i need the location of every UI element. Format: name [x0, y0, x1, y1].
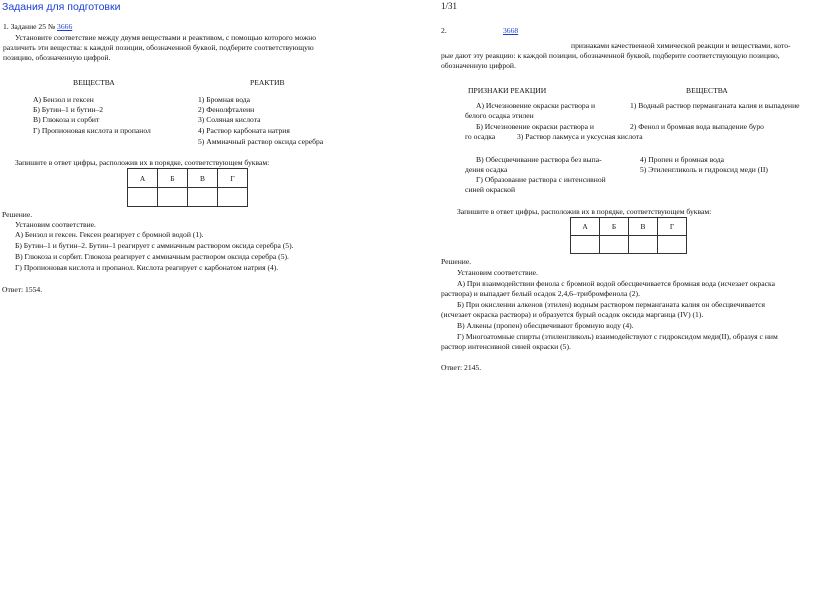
task2-intro-line1: признаками качественной химической реакции и веществами, кото-: [571, 41, 791, 50]
task2-row-text: 1) Водный раствор перманганата калия и выпадение: [630, 101, 800, 110]
task1-instruction: Запишите в ответ цифры, расположив их в порядке, соответствующем буквам:: [15, 158, 270, 167]
task2-solution-line: раствор интенсивной синей окраски (5).: [441, 342, 571, 351]
task1-number-link[interactable]: 3666: [57, 22, 73, 31]
task1-reagent-5: 5) Аммиачный раствор оксида серебра: [198, 137, 324, 146]
task2-answer: Ответ: 2145.: [441, 363, 482, 372]
task1-reagent-4: 4) Раствор карбоната натрия: [198, 126, 290, 135]
task1-substance-a: А) Бензол и гексен: [33, 95, 94, 104]
task1-letter-g: Г: [218, 169, 248, 188]
task2-solution-label: Решение.: [441, 257, 472, 266]
task2-row-text: синей окраской: [465, 185, 516, 194]
task2-answer-cell-g[interactable]: [658, 236, 687, 254]
task1-letter-v: В: [188, 169, 218, 188]
task1-solution-line: Г) Пропионовая кислота и пропанол. Кислота реагирует с карбонатом натрия (4).: [15, 263, 279, 272]
task1-answer-cell-v[interactable]: [188, 188, 218, 207]
task2-letter-g: Г: [658, 218, 687, 236]
task1-letter-a: А: [128, 169, 158, 188]
task2-solution-line: В) Алкены (пропен) обесцвечивают бромную воду (4).: [457, 321, 634, 330]
task2-answer-cell-a[interactable]: [571, 236, 600, 254]
task2-intro-line3: обозначенную цифрой.: [441, 61, 516, 70]
task1-solution-label: Решение.: [2, 210, 33, 219]
task2-answer-cell-v[interactable]: [629, 236, 658, 254]
task1-answer-grid: [127, 168, 248, 207]
task2-solution-line: Г) Многоатомные спирты (этиленгликоль) взаимодействуют с гидроксидом меди(II), образуя с ним: [457, 332, 778, 341]
task1-answer-cell-g[interactable]: [218, 188, 248, 207]
task1-answer-cell-a[interactable]: [128, 188, 158, 207]
task1-reagent-2: 2) Фенолфталеин: [198, 105, 255, 114]
task2-column-header-right: ВЕЩЕСТВА: [686, 86, 728, 95]
task1-intro-line2: различить эти вещества: к каждой позиции, обозначенной буквой, подберите соответствующую: [3, 43, 314, 52]
task1-reagent-3: 3) Соляная кислота: [198, 115, 261, 124]
task2-solution-line: (исчезает окраска раствора) и образуется бурый осадок оксида марганца (IV) (1).: [441, 310, 704, 319]
task1-solution-line: Установим соответствие.: [15, 220, 96, 229]
task1-substance-v: В) Глюкоза и сорбит: [33, 115, 100, 124]
task1-solution-line: А) Бензол и гексен. Гексен реагирует с бромной водой (1).: [15, 230, 204, 239]
task2-number-link[interactable]: 3668: [503, 26, 519, 35]
task1-substance-b: Б) Бутин–1 и бутин–2: [33, 105, 104, 114]
task1-intro-line3: позицию, обозначенную цифрой.: [3, 53, 111, 62]
task1-substance-g: Г) Пропионовая кислота и пропанол: [33, 126, 151, 135]
task2-row-text: В) Обесцвечивание раствора без выпа-: [476, 155, 602, 164]
task2-answer-cell-b[interactable]: [600, 236, 629, 254]
task2-row-text: 5) Этиленгликоль и гидроксид меди (II): [640, 165, 768, 174]
task1-answer: Ответ: 1554.: [2, 285, 43, 294]
task1-reagent-1: 1) Бромная вода: [198, 95, 251, 104]
task1-heading: [3, 22, 72, 31]
document-title: Задания для подготовки: [2, 1, 121, 13]
task1-letter-b: Б: [158, 169, 188, 188]
task2-row-text: Г) Образование раствора с интенсивной: [476, 175, 606, 184]
task2-row-text: Б) Исчезновение окраски раствора и: [476, 122, 594, 131]
task2-row-text: 4) Пропен и бромная вода: [640, 155, 724, 164]
task1-intro-line1: Установите соответствие между двумя веществами и реактивом, с помощью которого можно: [15, 33, 317, 42]
page-counter: 1/31: [441, 1, 458, 11]
task1-solution-line: Б) Бутин–1 и бутин–2. Бутин–1 реагирует с аммиачным раствором оксида серебра (5).: [15, 241, 294, 250]
task2-letter-v: В: [629, 218, 658, 236]
task2-row-text: дения осадка: [465, 165, 508, 174]
task2-solution-line: А) При взаимодействии фенола с бромной водой обесцвечивается бромная вода (исчезает окраска: [457, 279, 775, 288]
task2-intro-line2: рые дают эту реакцию: к каждой позиции, обозначенной буквой, подберите соответствующую позицию,: [441, 51, 780, 60]
task1-column-header-left: ВЕЩЕСТВА: [73, 78, 115, 87]
task2-instruction: Запишите в ответ цифры, расположив их в порядке, соответствующем буквам:: [457, 207, 712, 216]
task2-solution-line: Б) При окислении алкенов (этилен) водным раствором перманганата калия он обесцвечивается: [457, 300, 766, 309]
task2-solution-line: Установим соответствие.: [457, 268, 538, 277]
task2-row-text: белого осадка этилен: [465, 111, 534, 120]
task1-solution-line: В) Глюкоза и сорбит. Глюкоза реагирует с аммиачным раствором оксида серебра (5).: [15, 252, 289, 261]
task1-heading-prefix: 1. Задание 25 №: [3, 22, 58, 31]
task2-letter-b: Б: [600, 218, 629, 236]
task2-number: 2.: [441, 26, 447, 35]
task2-solution-line: раствора) и выпадает белый осадок 2,4,6–трибромфенола (2).: [441, 289, 640, 298]
task2-answer-grid: [570, 217, 687, 254]
task2-letter-a: А: [571, 218, 600, 236]
task1-answer-cell-b[interactable]: [158, 188, 188, 207]
task2-row-text: А) Исчезновение окраски раствора и: [476, 101, 596, 110]
task1-column-header-right: РЕАКТИВ: [250, 78, 285, 87]
task2-row-text: го осадка: [465, 132, 496, 141]
task2-row-text: 2) Фенол и бромная вода выпадение буро: [630, 122, 764, 131]
task2-row-text: 3) Раствор лакмуса и уксусная кислота: [517, 132, 643, 141]
task2-column-header-left: ПРИЗНАКИ РЕАКЦИИ: [468, 86, 547, 95]
